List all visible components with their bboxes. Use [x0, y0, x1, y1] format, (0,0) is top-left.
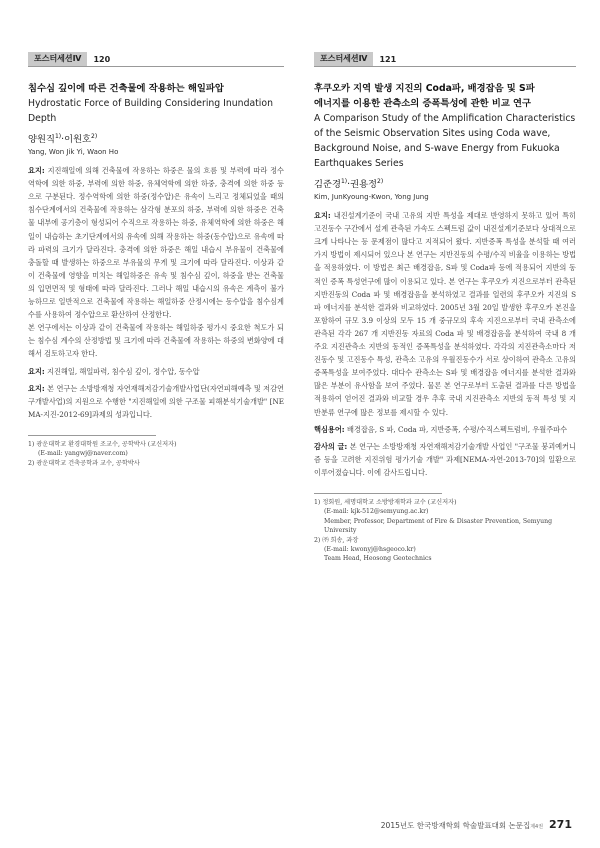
title-english-line: Depth — [28, 113, 57, 124]
authors-english: Yang, Won Jik Yi, Waon Ho — [28, 148, 119, 157]
abstract — [314, 209, 576, 419]
title-korean-line: 에너지를 이용한 관측소의 증폭특성에 관한 비교 연구 — [314, 98, 531, 109]
footnote-email: (E-mail: kwonyj@hsgeoco.kr) — [324, 546, 416, 553]
title-english — [28, 96, 284, 126]
title-english-line: Hydrostatic Force of Building Considering Inundation — [28, 98, 273, 109]
author-sup: 2) — [377, 178, 384, 185]
title-korean: 침수심 깊이에 따른 건축물에 작용하는 해일파압 — [28, 83, 224, 94]
abstract-continued: 본 연구에서는 이상과 같이 건축물에 작용하는 해일하중 평가시 중요한 척도가 되는 침수심 계수의 산정방법 및 크기에 따라 건축물에 작용하는 하중의 변화양에 대해서 검토하고자 한다. — [28, 323, 284, 359]
ack-label: 감사의 글: — [314, 441, 348, 451]
keywords-label: 요지: — [28, 366, 45, 376]
conference-name: 2015년도 한국방재학회 학술발표대회 논문집 — [380, 821, 531, 830]
footnote — [314, 498, 576, 564]
author-name: 권용정 — [350, 179, 378, 191]
abstract-label: 요지: — [28, 166, 45, 176]
author-sup: 1) — [54, 133, 62, 140]
page-footer — [381, 818, 572, 831]
acknowledgement — [28, 382, 284, 421]
page-number: 271 — [549, 818, 572, 831]
footnote-affiliation: Team Head, Heosong Geotechnics — [324, 555, 432, 563]
author-separator: · — [61, 134, 65, 146]
keywords — [314, 423, 576, 436]
footnote-line: 2) ㈜ 희송, 과장 — [314, 536, 359, 544]
footnote-affiliation: Member, Professor, Department of Fire & Disaster Prevention, Semyung University — [324, 517, 553, 535]
authors-korean — [314, 175, 576, 192]
abstract-text: 지진해일에 의해 건축물에 작용하는 하중은 물의 흐름 및 부력에 따라 정수역학에 의한 하중, 부력에 의한 하중, 유체역학에 의한 하중, 충격에 의한 하중 등으로 구분된다. 정수역학에 의한 하중(정수압)은 유속이 느리고 정체되었을 때의 침수단계에서의 건축물에 작용하는 삼각형 분포의 하중, 부력에 의한 하중은 건축물 내부에 공기층이 형성되어 수직으로 작용하는 하중, 유체역학에 의한 하중은 해일이 내습하는 초기단계에서의 유속에 의해 작용하는 하중(동수압)으로 유속에 따라 파력의 크기가 달라진다. 충격에 의한 하중은 해일 내습시 부유물이 건축물에 충돌할 때 발생하는 하중으로 부유물의 무게 및 크기에 따라 달라진다. 이상과 같이 건축물에 영향을 미치는 해일하중은 유속 및 침수심 깊이, 하중을 받는 건축물의 입면면적 및 형태에 따라 달라진다. 그러나 해일 내습시의 유속은 계측이 불가능하므로 일반적으로 건축물에 작용하는 해일하중 산정시에는 동수압을 침수심계수를 사용하여 정수압으로 환산하여 산정한다. — [28, 166, 284, 320]
footnote-divider — [28, 435, 156, 436]
session-label: 포스터세션Ⅳ — [314, 52, 373, 66]
footnote-divider — [314, 493, 442, 494]
keywords-text: 지진해일, 해일파력, 침수심 깊이, 정수압, 동수압 — [44, 366, 200, 376]
keywords-text: 배경잡음, S 파, Coda 파, 지반증폭, 수평/수직스펙트럼비, 우월주파수 — [344, 424, 568, 434]
article-right — [314, 52, 576, 564]
footnote-line: 1) 광운대학교 환경대학원 조교수, 공학박사 (교신저자) — [28, 440, 177, 448]
title-english-line: A Comparison Study of the Amplification Characteristics — [314, 113, 576, 124]
title-korean-line: 후쿠오카 지역 발생 지진의 Coda파, 배경잡음 및 S파 — [314, 83, 535, 94]
footnote-line: 2) 광운대학교 건축공학과 교수, 공학박사 — [28, 459, 140, 467]
title-korean — [314, 81, 576, 111]
footnote-line: 1) 정회원, 세명대학교 소방방재학과 교수 (교신저자) — [314, 498, 457, 506]
title-english-line: Background Noise, and S-wave Energy from Fukuoka — [314, 143, 560, 154]
acknowledgement — [314, 440, 576, 479]
session-number: 121 — [379, 54, 397, 64]
author-sup: 1) — [340, 178, 348, 185]
author-separator: · — [347, 179, 351, 191]
ack-text: 본 연구는 소방방재청 자연재해저감기술개발 사업인 "구조물 붕괴예커니즘 등을 고려한 지진위험 평가기술 개발" 과제[NEMA-자연-2013-70]의 일환으로 이루어졌습니다. 이에 감사드립니다. — [314, 441, 576, 477]
author-name: 양원직 — [28, 134, 55, 146]
keywords-label: 핵심용어: — [314, 424, 345, 434]
author-sup: 2) — [91, 133, 98, 140]
title-english — [314, 111, 576, 171]
article-left — [28, 52, 284, 468]
authors-korean — [28, 130, 284, 147]
author-name: 김준경 — [314, 179, 341, 191]
ack-label: 요지: — [28, 383, 45, 393]
footnote — [28, 440, 284, 468]
abstract-label: 요지: — [314, 211, 331, 221]
session-header — [314, 52, 576, 67]
author-name: 이원호 — [64, 134, 92, 146]
session-header — [28, 52, 284, 67]
session-label: 포스터세션Ⅳ — [28, 52, 87, 66]
authors-english: Kim, JunKyoung-Kwon, Yong Jung — [314, 193, 429, 202]
abstract — [28, 164, 284, 321]
footnote-email: (E-mail: kjk-512@semyung.ac.kr) — [324, 508, 429, 516]
session-number: 120 — [93, 54, 111, 64]
footnote-email: (E-mail: yangwj@naver.com) — [38, 450, 128, 458]
title-english-line: Earthquakes Series — [314, 158, 404, 169]
volume-sup: 제4권 — [530, 824, 544, 830]
abstract-text: 내진설계기준이 국내 고유의 지반 특성을 제대로 반영하지 못하고 있어 특히 고진동수 구간에서 설계 관측된 가속도 스펙트럼 값이 내진설계기준보다 상대적으로 크게 나타나는 등 문제점이 많다고 지적되어 왔다. 지반증폭 특성을 분석할 때 여러 가지 방법이 제시되어 있으나 본 연구는 지반진동의 수평/수직 비율을 이용하는 방법을 적용하였다. 이 방법은 최근 배경잡음, S파 및 Coda파 등에 적용되어 지반의 동적인 증폭 특성연구에 많이 이용되고 있다. 본 연구는 후쿠오카 지진으로부터 관측된 지반진동의 Coda 파 및 배경잡음을 분석하였고 결과를 일련의 후쿠오카 지진의 S 파 에너지를 분석한 결과와 비교하였다. 2005년 3월 20일 발생한 후쿠오카 본진을 포함하여 규모 3.9 이상의 모두 15 개 중규모의 후속 지진으로부터 국내 관측소에 관측된 각각 267 개 지반진동 자료의 Coda 파 및 배경잡음을 분석하여 국내 8 개 주요 지진관측소 지반의 동적인 증폭특성을 분석하였다. 각각의 지진관측소마다 저 진동수 및 고진동수 특성, 관측소 고유의 우월진동수가 서로 상이하여 관측소 고유의 증폭특성을 보여주었다. 대다수 관측소는 S파 및 배경잡음 에너지를 분석한 결과와 많은 부분이 유사함을 보여 주었다. 물론 본 연구로부터 도출된 결과를 다른 방법을 적용하여 얻어진 결과와 비교할 경우 추후 국내 지진관측소 지반의 동적 특성 및 지반분류 연구에 많은 정보를 제시할 수 있다. — [314, 211, 576, 417]
ack-text: 본 연구는 소방방재청 자연재해저감기술개발사업단(자연피해예측 및 저감연구개발사업)의 지원으로 수행한 "지진해일에 의한 구조물 피해분석기술개발" [NEMA-지진-2012-69]과제의 성과입니다. — [28, 383, 284, 419]
title-english-line: of the Seismic Observation Sites using Coda wave, — [314, 128, 551, 139]
keywords — [28, 365, 284, 378]
